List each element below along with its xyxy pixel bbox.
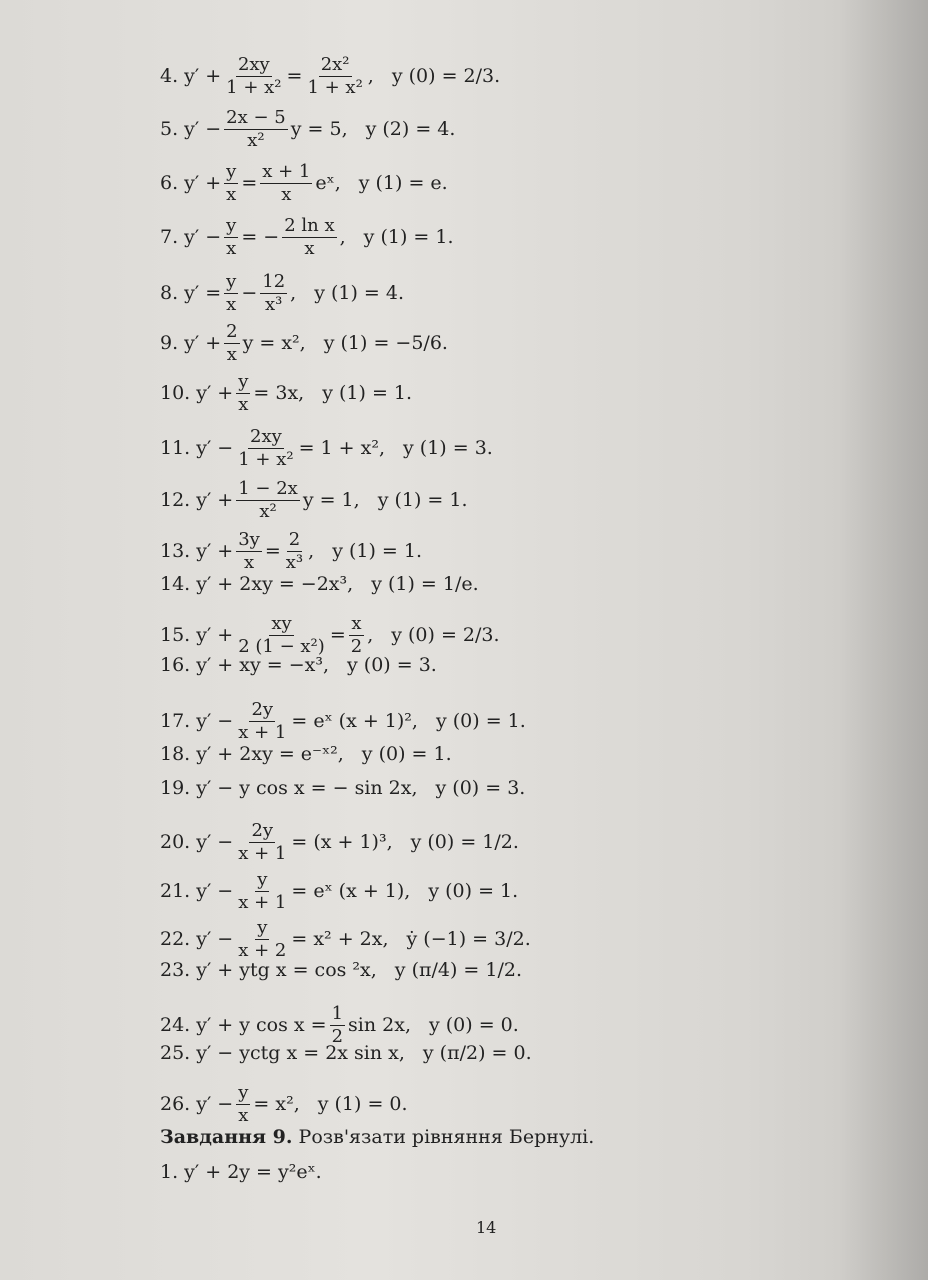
equation-lhs: y′ + 2xy = −2x³, [196,573,354,595]
fraction-numerator: 2xy [237,54,270,75]
equation-row [160,480,468,521]
equation-number: 7. [160,226,179,248]
equation-number: 23. [160,959,191,981]
equation-rhs: , [290,282,297,304]
fraction [236,701,288,742]
initial-condition: y (0) = 3. [347,654,437,676]
fraction-numerator: 1 [331,1003,344,1024]
initial-condition: y (0) = 1/2. [410,831,519,853]
equation-lhs: y′ + [196,382,234,404]
initial-condition: y (0) = 1. [428,880,519,902]
equation-row [160,919,531,960]
equation-lhs: y′ − [196,1093,234,1115]
equation-rhs: , [367,624,374,646]
equation-number: 20. [160,831,191,853]
initial-condition: y (1) = 1. [377,489,468,511]
fraction-denominator: x [281,184,292,205]
equation-lhs: y′ − [196,831,234,853]
bernoulli-equation-1 [160,1163,322,1182]
equation-row [160,1005,519,1046]
task-heading [160,1126,594,1148]
fraction-denominator: x [226,294,237,315]
fraction-numerator: y [238,1082,249,1103]
equation-lhs: y′ + [196,540,234,562]
fraction [260,163,312,204]
equation-rhs: = 3x, [253,382,305,404]
initial-condition: y (1) = e. [358,172,448,194]
equation-lhs: y′ − [196,437,234,459]
fraction [330,1005,345,1046]
task-heading-text: Розв'язати рівняння Бернулі. [292,1126,595,1148]
fraction-numerator: y [226,271,237,292]
equation-row [160,615,500,656]
equation-lhs: y′ − [184,226,222,248]
equation-number: 18. [160,743,191,765]
fraction-numerator: 1 − 2x [238,478,298,499]
fraction-denominator: x [238,1105,249,1126]
equation-operator: = [241,172,258,194]
equation-row [160,1044,532,1063]
equation-rhs: eˣ, [315,172,341,194]
equation-row [160,109,455,150]
fraction [224,273,238,314]
fraction-denominator: x [226,344,237,365]
equation-operator: = [329,624,346,646]
fraction-numerator: y [257,869,268,890]
fraction-numerator: 2xy [250,426,282,447]
equation-row [160,373,412,414]
initial-condition: y (0) = 1. [361,743,452,765]
fraction-numerator: 12 [262,271,286,292]
equation-row [160,575,479,594]
task-heading-label: Завдання 9. [160,1126,293,1148]
equation-number: 15. [160,624,191,646]
page-number: 14 [476,1218,497,1237]
equation-rhs: = x², [253,1093,300,1115]
fraction-numerator: 2x² [320,54,350,75]
fraction-denominator: x + 1 [238,843,287,864]
initial-condition: y (π/4) = 1/2. [394,959,522,981]
equation-row [160,323,448,364]
equation-row [160,779,525,798]
fraction-numerator: 2 [288,529,301,550]
equation-lhs: y′ + y cos x = [196,1014,327,1036]
equation-number: 19. [160,777,191,799]
equation-lhs: y′ − yctg x = 2x sin x, [196,1042,405,1064]
fraction-numerator: y [226,161,237,182]
equation-row [160,531,422,572]
fraction-denominator: 2 [350,636,363,657]
equation-lhs: y′ − [196,710,234,732]
initial-condition: y (1) = −5/6. [323,332,448,354]
fraction-denominator: x³ [265,294,283,315]
fraction [236,1084,250,1125]
initial-condition: y (0) = 2/3. [391,624,500,646]
fraction-denominator: x [238,394,249,415]
equation-number: 12. [160,489,191,511]
fraction-denominator: 1 + x² [307,77,363,98]
equation-row [160,745,452,764]
equation-number: 10. [160,382,191,404]
equation-number: 13. [160,540,191,562]
fraction [282,217,336,258]
equation-number: 25. [160,1042,191,1064]
equation-number: 22. [160,928,191,950]
fraction [236,615,327,656]
fraction-denominator: 1 + x² [238,449,294,470]
initial-condition: y (0) = 0. [429,1014,519,1036]
fraction-denominator: x + 1 [238,722,287,743]
equation-text: y′ + 2y = y²eˣ. [184,1161,322,1183]
equation-row [160,871,518,912]
equation-row [160,56,500,97]
equation-rhs: = (x + 1)³, [291,831,393,853]
equation-rhs: y = 1, [302,489,360,511]
initial-condition: y (1) = 1/e. [371,573,479,595]
equation-row [160,701,526,742]
equation-number: 4. [160,65,179,87]
equation-lhs: y′ + 2xy = e⁻ˣ², [196,743,344,765]
fraction-numerator: y [257,917,268,938]
initial-condition: y (1) = 4. [314,282,405,304]
fraction [224,163,238,204]
initial-condition: y (0) = 2/3. [391,65,501,87]
equation-lhs: y′ = [184,282,222,304]
equation-lhs: y′ − [196,880,234,902]
initial-condition: y (2) = 4. [365,118,456,140]
initial-condition: y (1) = 1. [322,382,413,404]
initial-condition: ẏ (−1) = 3/2. [406,928,531,950]
equation-rhs: y = x², [242,332,306,354]
initial-condition: y (1) = 1. [363,226,454,248]
equation-operator: = [286,65,303,87]
fraction-numerator: x [351,613,362,634]
fraction-numerator: 2y [251,699,274,720]
fraction-numerator: 2x − 5 [226,107,286,128]
equation-number: 11. [160,437,191,459]
initial-condition: y (π/2) = 0. [422,1042,532,1064]
equation-row [160,217,454,258]
equation-lhs: y′ + [184,65,222,87]
equation-number: 24. [160,1014,191,1036]
equation-rhs: = x² + 2x, [291,928,389,950]
fraction-denominator: x + 1 [238,892,287,913]
fraction [349,615,364,656]
equation-lhs: y′ − [196,928,234,950]
fraction [236,480,300,521]
fraction [224,217,238,258]
equation-operator: = [264,540,281,562]
equation-rhs: = eˣ (x + 1)², [291,710,418,732]
initial-condition: y (1) = 0. [317,1093,408,1115]
fraction [236,822,288,863]
fraction-denominator: x² [259,501,277,522]
equation-number: 21. [160,880,191,902]
fraction [236,871,288,912]
fraction [224,323,239,364]
fraction [236,373,250,414]
fraction-numerator: 3y [238,529,260,550]
fraction-numerator: y [238,371,249,392]
fraction-denominator: x [243,552,255,573]
equation-number: 9. [160,332,179,354]
equation-operator: − [241,282,258,304]
fraction-denominator: 2 [331,1026,344,1047]
equation-lhs: y′ − [184,118,222,140]
fraction-numerator: y [226,215,237,236]
equation-lhs: y′ + [184,172,222,194]
fraction [236,531,262,572]
fraction [260,273,287,314]
equation-lhs: y′ + xy = −x³, [196,654,330,676]
equation-number: 17. [160,710,191,732]
equation-lhs: y′ + [196,624,234,646]
initial-condition: y (1) = 3. [403,437,493,459]
equation-number: 8. [160,282,179,304]
equation-operator: = − [241,226,280,248]
fraction [224,56,283,97]
fraction-numerator: 2 ln x [284,215,335,236]
fraction [236,428,295,469]
fraction-denominator: x [226,238,237,259]
fraction-numerator: x + 1 [262,161,311,182]
initial-condition: y (0) = 3. [435,777,526,799]
equation-row [160,163,448,204]
fraction-denominator: x³ [285,552,304,573]
fraction-denominator: x [304,238,315,259]
fraction [305,56,364,97]
equation-rhs: , [339,226,346,248]
equation-row [160,428,493,469]
equation-number: 16. [160,654,191,676]
equation-row [160,1084,408,1125]
equation-rhs: , [308,540,315,562]
fraction-denominator: x + 2 [238,940,287,961]
fraction-denominator: x [226,184,237,205]
initial-condition: y (0) = 1. [435,710,526,732]
equation-number: 1. [160,1161,179,1183]
equation-row [160,656,437,675]
fraction-numerator: 2y [251,820,274,841]
equation-row [160,822,519,863]
fraction-numerator: xy [271,613,292,634]
equation-lhs: y′ + [184,332,222,354]
equation-number: 5. [160,118,179,140]
equation-row [160,961,522,980]
fraction-denominator: x² [247,130,265,151]
equation-rhs: , [367,65,374,87]
equation-rhs: sin 2x, [348,1014,411,1036]
equation-number: 14. [160,573,191,595]
fraction [284,531,305,572]
equation-row [160,273,404,314]
fraction-denominator: 2 (1 − x²) [238,636,325,657]
initial-condition: y (1) = 1. [332,540,423,562]
equation-number: 26. [160,1093,191,1115]
equation-lhs: y′ + [196,489,234,511]
fraction [236,919,288,960]
page-shadow [838,0,928,1280]
fraction [224,109,288,150]
equation-lhs: y′ − y cos x = − sin 2x, [196,777,418,799]
equation-rhs: = eˣ (x + 1), [291,880,411,902]
equation-rhs: y = 5, [290,118,348,140]
equation-lhs: y′ + ytg x = cos ²x, [196,959,377,981]
equation-rhs: = 1 + x², [298,437,386,459]
equation-number: 6. [160,172,179,194]
fraction-numerator: 2 [226,321,238,342]
fraction-denominator: 1 + x² [226,77,282,98]
